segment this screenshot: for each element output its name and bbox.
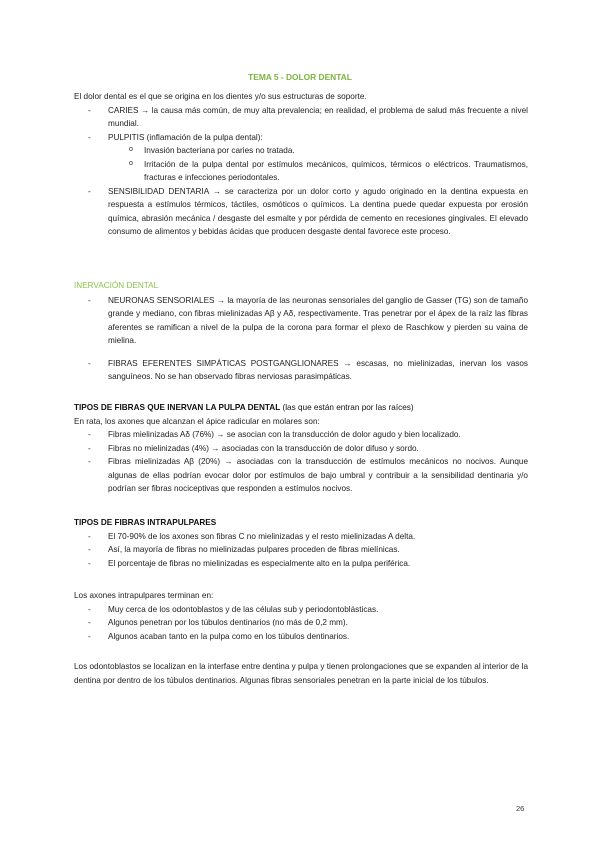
- tipos-list: [74, 428, 528, 496]
- list-item: [74, 131, 528, 185]
- inervacion-heading: INERVACIÓN DENTAL: [74, 281, 159, 290]
- list-item: - Muy cerca de los odontoblastos y de las células sub y periodontoblásticas.: [74, 603, 528, 617]
- sub-list-item: o Invasión bacteriana por caries no tratada.: [108, 144, 528, 158]
- list-item: - NEURONAS SENSORIALES → la mayoría de las neuronas sensoriales del ganglio de Gasser (TG) son de tamaño grande y mediano, con fibras mielinizadas Aβ y Aδ, respectivamente. Tras penetrar por el ápex de la raíz las fibras aferentes se ramifican a nivel de la pulpa de la corona para formar el plexo de Raschkow y pierden su vaina de mielina.: [74, 294, 528, 348]
- section-terminan: [74, 589, 528, 643]
- section-closing: [74, 660, 528, 687]
- tipos-heading-note: (las que están entran por las raíces): [280, 403, 414, 412]
- intro-paragraph: El dolor dental es el que se origina en los dientes y/o sus estructuras de soporte.: [74, 92, 367, 101]
- list-item: - Fibras mielinizadas Aδ (76%) → se asocian con la transducción de dolor agudo y bien localizado.: [74, 428, 528, 442]
- closing-paragraph: Los odontoblastos se localizan en la interfase entre dentina y pulpa y tienen prolongaciones que se expanden al interior de la dentina por dentro de los túbulos dentinarios. Algunas fibras sensoriales penetran en la parte inicial de los túbulos.: [74, 662, 528, 685]
- page-number: 26: [516, 804, 525, 813]
- tipos-heading: [74, 401, 528, 415]
- pulpitis-label: PULPITIS (inflamación de la pulpa dental):: [108, 132, 263, 142]
- section-intrapulpares: [74, 516, 528, 570]
- list-item: - Así, la mayoría de fibras no mielinizadas pulpares proceden de fibras mielínicas.: [74, 543, 528, 557]
- list-item: - Algunos penetran por los túbulos dentinarios (no más de 0,2 mm).: [74, 616, 528, 630]
- terminan-intro: Los axones intrapulpares terminan en:: [74, 591, 214, 600]
- section-tipos-fibras: [74, 401, 528, 496]
- tipos-intro: En rata, los axones que alcanzan el ápice radicular en molares son:: [74, 416, 320, 426]
- list-item: - Algunos acaban tanto en la pulpa como en los túbulos dentinarios.: [74, 630, 528, 644]
- sub-list-item: o Irritación de la pulpa dental por estímulos mecánicos, químicos, térmicos o eléctricos. Traumatismos, fracturas e infecciones periodontales.: [108, 158, 528, 185]
- intrapulpares-list: [74, 530, 528, 571]
- list-item: - Fibras no mielinizadas (4%) → asociadas con la transducción de dolor difuso y sordo.: [74, 442, 528, 456]
- inervacion-list: [74, 294, 528, 384]
- dolor-list: [74, 104, 528, 239]
- list-item: - Fibras mielinizadas Aβ (20%) → asociadas con la transducción de estímulos mecánicos no nocivos. Aunque algunas de ellas podrían evocar dolor por estímulos de bajo umbral y contribuir a la sensibilidad dentinaria y/o podrían ser fibras nociceptivas que responden a estímulos nocivos.: [74, 455, 528, 496]
- list-item: - El porcentaje de fibras no mielinizadas es especialmente alto en la pulpa periférica.: [74, 557, 528, 571]
- tipos-heading-text: TIPOS DE FIBRAS QUE INERVAN LA PULPA DENTAL: [74, 403, 281, 412]
- page-title: TEMA 5 - DOLOR DENTAL: [248, 72, 352, 82]
- pulpitis-sublist: [108, 144, 528, 185]
- section-inervacion: [74, 279, 528, 384]
- list-item: - FIBRAS EFERENTES SIMPÁTICAS POSTGANGLIONARES → escasas, no mielinizadas, inervan los vasos sanguíneos. No se han observado fibras nerviosas parasimpáticas.: [74, 357, 528, 384]
- list-item: - CARIES → la causa más común, de muy alta prevalencia; en realidad, el problema de salud más frecuente a nivel mundial.: [74, 104, 528, 131]
- terminan-list: [74, 603, 528, 644]
- intrapulpares-heading: TIPOS DE FIBRAS INTRAPULPARES: [74, 518, 217, 527]
- section-dolor: [74, 90, 528, 239]
- list-item: - El 70-90% de los axones son fibras C no mielinizadas y el resto mielinizadas A delta.: [74, 530, 528, 544]
- list-item: - SENSIBILIDAD DENTARIA → se caracteriza por un dolor corto y agudo originado en la dentina expuesta en respuesta a estímulos térmicos, táctiles, osmóticos o químicos. La dentina puede quedar expuesta por erosión química, abrasión mecánica / desgaste del esmalte y por pérdida de cemento en recesiones gingivales. El elevado consumo de alimentos y bebidas ácidas que producen desgaste dental favorece este proceso.: [74, 185, 528, 239]
